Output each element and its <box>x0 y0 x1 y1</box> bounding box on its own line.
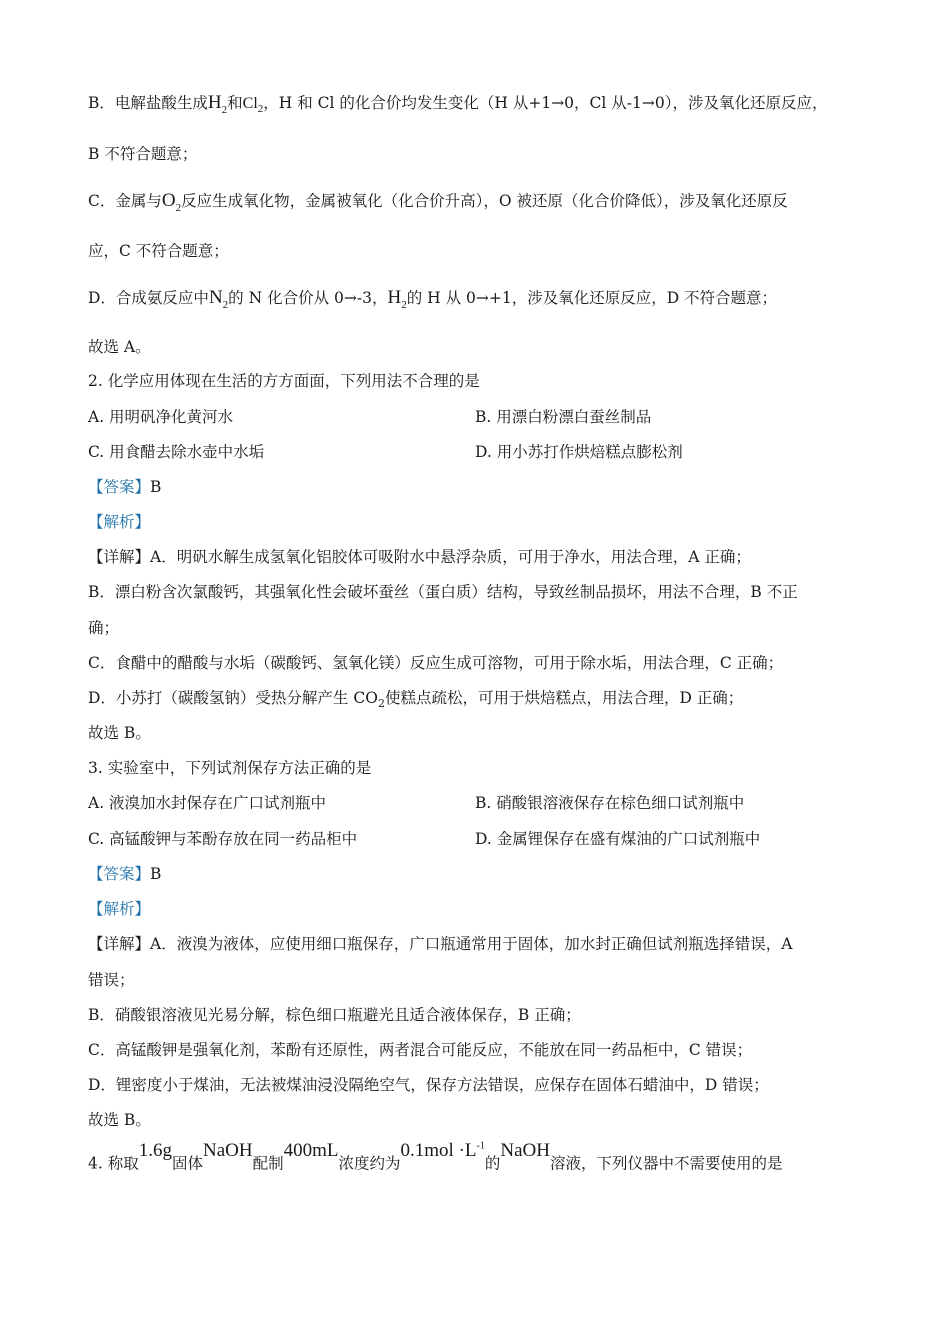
q2-option-b: B. 用漂白粉漂白蚕丝制品 <box>475 408 652 426</box>
q2-option-c: C. 用食醋去除水壶中水垢 <box>88 443 265 461</box>
q3-option-c: C. 高锰酸钾与苯酚存放在同一药品柜中 <box>88 830 358 848</box>
q3-detail-c: C．高锰酸钾是强氧化剂，苯酚有还原性，两者混合可能反应，不能放在同一药品柜中，C 错误； <box>88 1041 753 1059</box>
q3-detail-d: D．锂密度小于煤油，无法被煤油浸没隔绝空气，保存方法错误，应保存在固体石蜡油中，D 错误； <box>88 1076 769 1094</box>
q1-detail-d-line: D．合成氨反应中$N_2$的 N 化合价从 0→-3，$H_2$的 H 从 0→+1，涉及氧化还原反应，D 不符合题意； <box>88 287 778 311</box>
q2-option-a: A. 用明矾净化黄河水 <box>88 408 234 426</box>
q3-conclusion: 故选 B。 <box>88 1111 151 1129</box>
q3-answer: 【答案】B <box>88 865 162 883</box>
q2-detail-b-1: B．漂白粉含次氯酸钙，其强氧化性会破坏蚕丝（蛋白质）结构，导致丝制品损坏，用法不合理，B 不正 <box>88 583 798 601</box>
q4-stem: 4. 称取1.6g固体NaOH配制400mL浓度约为$0.1mol \cdot L^{-1}$的NaOH溶液，下列仪器中不需要使用的是 <box>88 1140 783 1173</box>
q3-option-b: B. 硝酸银溶液保存在棕色细口试剂瓶中 <box>475 794 745 812</box>
q2-detail-d: D．小苏打（碳酸氢钠）受热分解产生 $CO_2$使糕点疏松，可用于烘焙糕点，用法合理，D 正确； <box>88 689 744 711</box>
q3-option-d: D. 金属锂保存在盛有煤油的广口试剂瓶中 <box>475 830 761 848</box>
q2-answer: 【答案】B <box>88 478 162 496</box>
q3-detail-a-1: 【详解】A．液溴为液体，应使用细口瓶保存，广口瓶通常用于固体，加水封正确但试剂瓶选择错误，A <box>88 935 793 953</box>
q3-analysis-tag: 【解析】 <box>88 900 151 918</box>
q3-detail-a-2: 错误； <box>88 971 135 989</box>
q3-detail-b: B．硝酸银溶液见光易分解，棕色细口瓶避光且适合液体保存，B 正确； <box>88 1006 581 1024</box>
q2-option-d: D. 用小苏打作烘焙糕点膨松剂 <box>475 443 683 461</box>
q2-detail-c: C．食醋中的醋酸与水垢（碳酸钙、氢氧化镁）反应生成可溶物，可用于除水垢，用法合理，C 正确； <box>88 654 784 672</box>
answer-tag: 【答案】 <box>88 865 151 883</box>
q2-analysis-tag: 【解析】 <box>88 513 151 531</box>
q2-detail-b-2: 确； <box>88 619 120 637</box>
q2-detail-a: 【详解】A．明矾水解生成氢氧化铝胶体可吸附水中悬浮杂质，可用于净水，用法合理，A 正确； <box>88 548 751 566</box>
q1-detail-b-line-1: B．电解盐酸生成$H_2$和$Cl_2$，H 和 Cl 的化合价均发生变化（H 从+1→0，Cl 从-1→0），涉及氧化还原反应， <box>88 92 828 116</box>
answer-tag: 【答案】 <box>88 478 151 496</box>
q3-option-a: A. 液溴加水封保存在广口试剂瓶中 <box>88 794 327 812</box>
q1-detail-c-line-2: 应，C 不符合题意； <box>88 242 229 260</box>
q1-conclusion: 故选 A。 <box>88 338 151 356</box>
q3-stem: 3. 实验室中，下列试剂保存方法正确的是 <box>88 759 372 777</box>
q2-conclusion: 故选 B。 <box>88 724 151 742</box>
q2-stem: 2. 化学应用体现在生活的方方面面，下列用法不合理的是 <box>88 372 480 390</box>
q1-detail-c-line-1: C．金属与$O_2$反应生成氧化物，金属被氧化（化合价升高），O 被还原（化合价降低），涉及氧化还原反 <box>88 190 788 214</box>
q1-detail-b-line-2: B 不符合题意； <box>88 145 198 163</box>
